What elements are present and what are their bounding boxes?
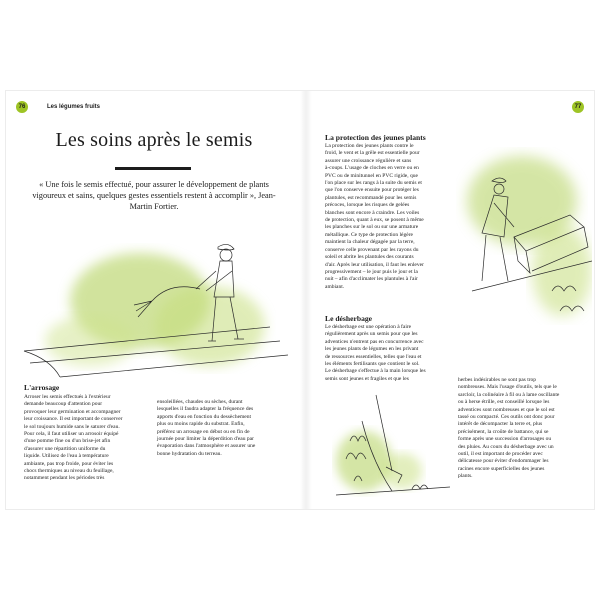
- watering-gardener-illustration: [20, 231, 292, 383]
- heading-arrosage: L'arrosage: [24, 383, 60, 392]
- heading-protection: La protection des jeunes plants: [325, 133, 426, 142]
- arrosage-text-col1: Arroser les semis effectués à l'extérieur demande beaucoup d'attention pour provoquer leur germination et accompagner leur croissance. Il est important de conserver le sol toujours humide sans le saturer d'eau. Pour cela, il faut utiliser un arrosoir équipé d'une pomme fine ou d'un brise-jet afin d'assurer une répartition uniforme du liquide. Utilisez de l'eau à température ambiante, pas trop froide, pour éviter les chocs thermiques au niveau du feuillage, notamment pendant les périodes très: [24, 394, 123, 482]
- desherbage-text-col2: herbes indésirables ne sont pas trop nombreuses. Mais l'usage d'outils, tels que le sarcloir, la colinéaire à fil ou à lame oscillante ou à herse étrille, est conseillé lorsque les adventices sont nombreuses et que le sol est tassé ou compacté. Ces outils ont donc pour intérêt de décompacter la terre et, plus précisément, la croûte de battance, qui se forme après une succession d'arrosages ou des pluies. Au cours du désherbage avec un outil, il est important de procéder avec délicatesse pour éviter d'endommager les racines encore superficielles des jeunes plants.: [458, 377, 560, 480]
- gutter: [300, 91, 312, 509]
- desherbage-text-col1: Le désherbage est une opération à faire régulièrement après un semis pour que les adventices n'entrent pas en concurrence avec les jeunes plants de légumes en les privant de ressources essentielles, telles que l'eau et les éléments fertilisants que contient le sol. Le désherbage s'effectue à la main lorsque les semis sont jeunes et fragiles et que les: [325, 324, 426, 382]
- title-rule: [115, 167, 191, 170]
- left-page-number: 76: [16, 101, 28, 113]
- right-page-number: 77: [572, 101, 584, 113]
- arrosage-text-col2: ensoleillées, chaudes ou sèches, durant lesquelles il faudra adapter la fréquence des apports d'eau en fonction du dessèchement plus ou moins rapide du substrat. Enfin, préférez un arrosage en début ou en fin de journée pour limiter la déperdition d'eau par évaporation dans l'atmosphère et assurer une bonne hydratation du terreau.: [157, 399, 256, 457]
- page-title: Les soins après le semis: [55, 129, 253, 151]
- weeding-hoe-illustration: [332, 391, 454, 503]
- running-head: Les légumes fruits: [47, 104, 101, 110]
- protection-text: La protection des jeunes plants contre le froid, le vent et la grêle est essentielle pour assurer une croissance régulière et sans à-coups. L'usage de cloches en verre ou en PVC ou de minitunnel en PVC rigide, que l'on place sur les rangs à la suite du semis et que l'on conserve ensuite pour protéger les plantules, est recommandé pour les semis précoces, lorsque les risques de gelées blanches sont encore à craindre. Les voiles de protection, quant à eux, se posent à même les planches sur le sol ou sur une armature métallique. Ce type de protection légère maintient la chaleur dégagée par la terre, conserve celle provenant par les rayons du soleil et abrite les plantules des courants d'air. Après leur utilisation, il faut les enlever progressivement – le jour puis le jour et la nuit – afin d'acclimater les plantules à l'air ambiant.: [325, 143, 424, 290]
- tunnel-cover-gardener-illustration: [452, 141, 592, 331]
- book-spread: [6, 91, 594, 509]
- intro-quote: « Une fois le semis effectué, pour assurer le développement de plants vigoureux et sains, quelques gestes essentiels restent à accomplir », Jean-Martin Fortier.: [32, 180, 276, 212]
- heading-desherbage: Le désherbage: [325, 314, 373, 323]
